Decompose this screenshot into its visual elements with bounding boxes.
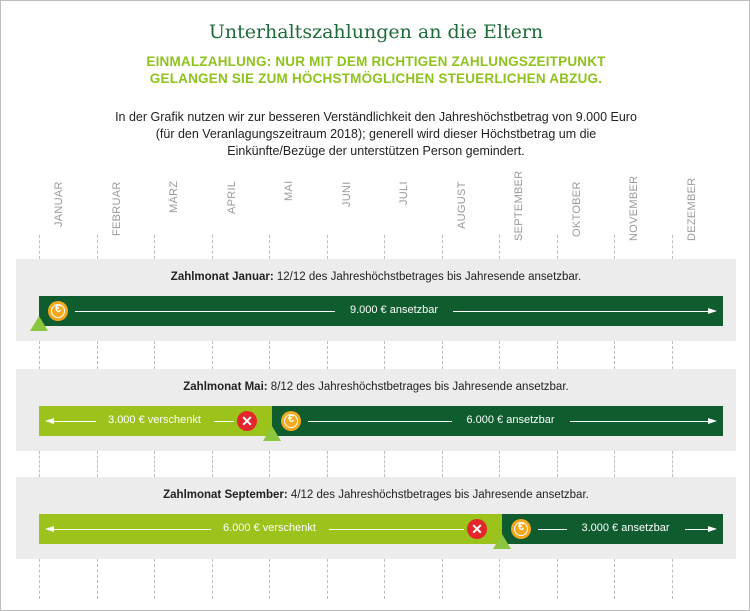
month-guide bbox=[384, 341, 385, 369]
month-guide bbox=[442, 235, 443, 259]
month-guide bbox=[212, 341, 213, 369]
month-guide bbox=[154, 451, 155, 477]
lost-amount-label: 3.000 € verschenkt bbox=[96, 414, 214, 426]
arrow-right-icon bbox=[708, 526, 717, 532]
month-guide bbox=[672, 341, 673, 369]
month-guide bbox=[442, 451, 443, 477]
month-guide bbox=[442, 559, 443, 599]
lost-bar bbox=[39, 406, 272, 436]
arrow-right-icon bbox=[708, 418, 717, 424]
month-guide bbox=[39, 341, 40, 369]
month-label-dezember: DEZEMBER bbox=[685, 177, 698, 241]
month-label-märz: MÄRZ bbox=[168, 181, 180, 214]
month-guide bbox=[499, 451, 500, 477]
euro-coin-icon bbox=[281, 411, 301, 431]
scenario-label-text: 12/12 des Jahreshöchstbetrages bis Jahresende ansetzbar. bbox=[273, 271, 582, 283]
month-guide bbox=[557, 341, 558, 369]
month-guide bbox=[269, 559, 270, 599]
month-guide bbox=[97, 451, 98, 477]
month-guide bbox=[614, 451, 615, 477]
scenario-label bbox=[16, 271, 736, 283]
euro-glyph: € bbox=[287, 413, 295, 425]
month-guide bbox=[269, 341, 270, 369]
month-guide bbox=[327, 235, 328, 259]
euro-glyph: € bbox=[54, 303, 62, 315]
month-label-september: SEPTEMBER bbox=[513, 170, 525, 241]
month-guide bbox=[212, 235, 213, 259]
month-guide bbox=[39, 235, 40, 259]
deductible-amount-label: 6.000 € ansetzbar bbox=[452, 414, 570, 426]
month-label-april: APRIL bbox=[225, 181, 238, 215]
month-guide bbox=[614, 559, 615, 599]
month-guide bbox=[154, 235, 155, 259]
month-guide bbox=[212, 451, 213, 477]
month-guide bbox=[384, 235, 385, 259]
month-label-juni: JUNI bbox=[340, 181, 353, 207]
cross-glyph: ✕ bbox=[471, 521, 483, 537]
month-guide bbox=[614, 341, 615, 369]
month-guide bbox=[384, 451, 385, 477]
scenario-label-month: Zahlmonat Januar: bbox=[170, 271, 274, 283]
month-guide bbox=[97, 559, 98, 599]
month-guide bbox=[39, 451, 40, 477]
month-label-mai: MAI bbox=[283, 181, 295, 202]
forfeit-cross-icon bbox=[237, 411, 257, 431]
euro-glyph: € bbox=[517, 521, 525, 533]
cross-glyph: ✕ bbox=[241, 413, 253, 429]
subtitle bbox=[1, 53, 750, 87]
month-guide bbox=[499, 559, 500, 599]
month-guide bbox=[672, 559, 673, 599]
forfeit-cross-icon bbox=[467, 519, 487, 539]
month-guide bbox=[499, 341, 500, 369]
scenario-label-text: 4/12 des Jahreshöchstbetrages bis Jahresende ansetzbar. bbox=[287, 489, 589, 501]
month-label-august: AUGUST bbox=[455, 181, 468, 229]
deductible-amount-label: 3.000 € ansetzbar bbox=[567, 522, 685, 534]
month-label-januar: JANUAR bbox=[53, 181, 65, 227]
intro-text bbox=[61, 109, 691, 160]
scenario-label-text: 8/12 des Jahreshöchstbetrages bis Jahresende ansetzbar. bbox=[267, 381, 569, 393]
month-guide bbox=[212, 559, 213, 599]
arrow-right-icon bbox=[708, 308, 717, 314]
month-label-februar: FEBRUAR bbox=[110, 181, 123, 236]
intro-line-3: Einkünfte/Bezüge der unterstützen Person gemindert. bbox=[227, 144, 525, 158]
month-guide bbox=[97, 341, 98, 369]
month-guide bbox=[614, 235, 615, 259]
month-guide bbox=[442, 341, 443, 369]
month-guide bbox=[269, 235, 270, 259]
scenario-label bbox=[16, 381, 736, 393]
deductible-bar bbox=[272, 406, 723, 436]
subtitle-line-1: EINMALZAHLUNG: NUR MIT DEM RICHTIGEN ZAHLUNGSZEITPUNKT bbox=[146, 54, 606, 69]
month-label-november: NOVEMBER bbox=[628, 175, 640, 241]
month-label-juli: JULI bbox=[398, 181, 410, 205]
intro-line-1: In der Grafik nutzen wir zur besseren Verständlichkeit den Jahreshöchstbetrag von 9.000 Euro bbox=[115, 110, 637, 124]
month-guide bbox=[499, 235, 500, 259]
payment-marker-icon bbox=[263, 426, 281, 441]
euro-coin-icon bbox=[511, 519, 531, 539]
month-guide bbox=[154, 559, 155, 599]
month-guide bbox=[557, 451, 558, 477]
month-guide bbox=[327, 451, 328, 477]
scenario-label bbox=[16, 489, 736, 501]
month-guide bbox=[672, 235, 673, 259]
scenario-label-month: Zahlmonat Mai: bbox=[183, 381, 268, 393]
payment-marker-icon bbox=[493, 534, 511, 549]
month-guide bbox=[557, 559, 558, 599]
month-guide bbox=[39, 559, 40, 599]
month-guide bbox=[327, 559, 328, 599]
month-guide bbox=[97, 235, 98, 259]
deductible-amount-label: 9.000 € ansetzbar bbox=[335, 304, 453, 316]
month-guide bbox=[154, 341, 155, 369]
scenario-label-month: Zahlmonat September: bbox=[163, 489, 288, 501]
month-guide bbox=[557, 235, 558, 259]
intro-line-2: (für den Veranlagungszeitraum 2018); generell wird dieser Höchstbetrag um die bbox=[155, 127, 597, 141]
month-guide bbox=[672, 451, 673, 477]
lost-amount-label: 6.000 € verschenkt bbox=[211, 522, 329, 534]
deductible-bar bbox=[39, 296, 723, 326]
deductible-bar bbox=[502, 514, 723, 544]
month-guide bbox=[327, 341, 328, 369]
month-guide bbox=[384, 559, 385, 599]
euro-coin-icon bbox=[48, 301, 68, 321]
month-label-oktober: OKTOBER bbox=[570, 181, 583, 237]
page-title: Unterhaltszahlungen an die Eltern bbox=[208, 21, 544, 43]
lost-bar bbox=[39, 514, 502, 544]
month-guide bbox=[269, 451, 270, 477]
subtitle-line-2: GELANGEN SIE ZUM HÖCHSTMÖGLICHEN STEUERLICHEN ABZUG. bbox=[149, 71, 603, 86]
payment-marker-icon bbox=[30, 316, 48, 331]
